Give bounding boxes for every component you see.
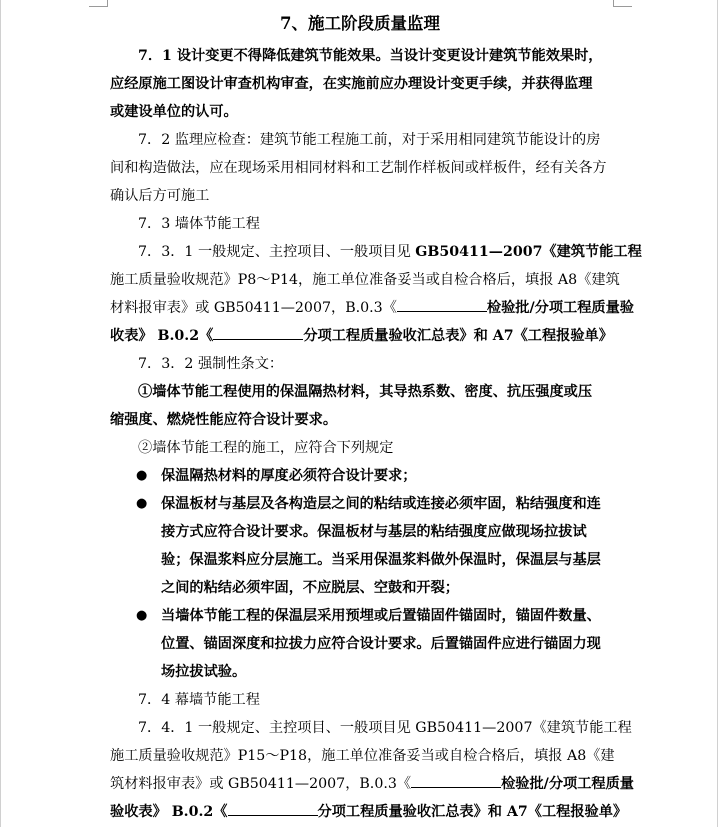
text-run: 检验批/分项工程质量验 (486, 300, 634, 316)
text-run: 筑材料报审表》或 GB50411—2007，B.0.3《 (110, 776, 412, 792)
text-line: 7．2 监理应检查：建筑节能工程施工前，对于采用相同建筑节能设计的房 (138, 132, 601, 148)
list-item (106, 490, 610, 602)
text-run: 分项工程质量验收汇总表》和 A7《工程报验单》 (317, 804, 628, 820)
section-heading: 7．4 幕墙节能工程 (138, 692, 260, 708)
text-run: 7．3．1 一般规定、主控项目、一般项目见 (138, 244, 416, 260)
text-line: 场拉拔试验。 (161, 664, 247, 680)
text-line: 应经原施工图设计审查机构审查，在实施前应办理设计变更手续，并获得监理 (110, 76, 593, 92)
bullet-icon: ● (136, 496, 148, 511)
text-line: 间和构造做法，应在现场采用相同材料和工艺制作样板间或样板件，经有关各方 (110, 160, 607, 176)
text-run: 分项工程质量验收汇总表》和 A7《工程报验单》 (303, 328, 613, 344)
text-line: 接方式应符合设计要求。保温板材与基层的粘结强度应做现场拉拔试 (161, 524, 587, 540)
text-run: 检验批/分项工程质量 (501, 776, 634, 792)
text-line: 之间的粘结必须牢固，不应脱层、空鼓和开裂； (161, 580, 459, 596)
bullet-icon: ● (136, 468, 148, 483)
text-line: 当墙体节能工程的保温层采用预埋或后置锚固件锚固时，锚固件数量、 (161, 608, 601, 624)
text-run: GB50411—2007《建筑节能工程 (415, 244, 642, 260)
blank-underline (228, 801, 318, 816)
subsection-heading: 7．3．2 强制性条文： (138, 356, 284, 372)
text-line: 7．4．1 一般规定、主控项目、一般项目见 GB50411—2007《建筑节能工程 (138, 720, 632, 736)
section-7-3 (110, 210, 642, 686)
mandatory-clause-2: ②墙体节能工程的施工，应符合下列规定 (138, 440, 394, 456)
text-line: 确认后方可施工 (110, 188, 210, 204)
text-line: ①墙体节能工程使用的保温隔热材料，其导热系数、密度、抗压强度或压 (138, 384, 593, 400)
document-body (110, 10, 642, 826)
text-line: 保温隔热材料的厚度必须符合设计要求； (161, 468, 417, 484)
page-title: 7、施工阶段质量监理 (280, 14, 440, 33)
mandatory-clause-1 (110, 378, 610, 434)
text-line: 位置、锚固深度和拉拔力应符合设计要求。后置锚固件应进行锚固力现 (161, 636, 601, 652)
section-7-2 (110, 126, 610, 210)
text-run: 收表》 B.0.2《 (110, 328, 214, 344)
blank-underline (411, 773, 501, 788)
list-item (106, 462, 610, 490)
section-7-4 (110, 686, 634, 826)
text-line: 施工质量验收规范》P8～P14，施工单位准备妥当或自检合格后，填报 A8《建筑 (110, 272, 620, 288)
text-line: 或建设单位的认可。 (110, 104, 238, 120)
section-7-1 (110, 42, 610, 126)
list-item (106, 602, 610, 686)
margin-corner-mark (613, 0, 632, 7)
text-line: 缩强度、燃烧性能应符合设计要求。 (110, 412, 338, 428)
margin-corner-mark (89, 0, 108, 7)
text-line (110, 294, 634, 322)
section-heading: 7．3 墙体节能工程 (138, 216, 260, 232)
text-line (110, 238, 642, 266)
text-line (110, 322, 613, 350)
text-line: 保温板材与基层及各构造层之间的粘结或连接必须牢固，粘结强度和连 (161, 496, 601, 512)
bullet-icon: ● (136, 608, 148, 623)
text-line (110, 798, 628, 826)
text-line: 验；保温浆料应分层施工。当采用保温浆料做外保温时，保温层与基层 (161, 552, 601, 568)
text-run: 验收表》 B.0.2《 (110, 804, 228, 820)
blank-underline (397, 297, 487, 312)
blank-underline (213, 325, 303, 340)
text-line (110, 770, 634, 798)
text-line: 7．1 设计变更不得降低建筑节能效果。当设计变更设计建筑节能效果时， (138, 48, 603, 64)
text-line: 施工质量验收规范》P15～P18，施工单位准备妥当或自检合格后，填报 A8《建 (110, 748, 615, 764)
text-run: 材料报审表》或 GB50411—2007，B.0.3《 (110, 300, 397, 316)
